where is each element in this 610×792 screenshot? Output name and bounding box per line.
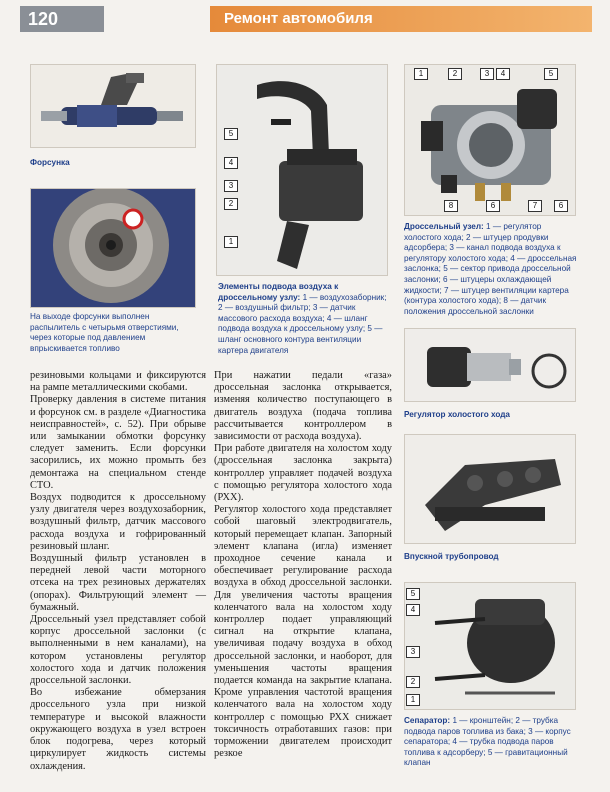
air-supply-photo <box>216 64 388 276</box>
throttle-callout-5: 5 <box>544 68 558 80</box>
text-column-2 <box>214 370 392 761</box>
throttle-callout-7: 7 <box>528 200 542 212</box>
page-header <box>20 6 592 32</box>
separator-caption-text: 1 — кронштейн; 2 — трубка подвода паров топлива из бака; 3 — корпус сепаратора; 4 — трубка подвода паров топлива к адсорберу; 5 — гравитационный клапан <box>404 716 571 768</box>
separator-caption-title: Сепаратор: <box>404 716 451 725</box>
throttle-callout-6b: 6 <box>554 200 568 212</box>
separator-callout-1: 1 <box>406 694 420 706</box>
col1-paragraph: Воздух подводится к дроссельному узлу двигателя через воздухозаборник, воздушный фильтр, датчик массового расхода воздуха и гофрированный резиновый шланг. <box>30 492 206 552</box>
section-title: Ремонт автомобиля <box>210 6 592 32</box>
col2-paragraph: Регулятор холостого хода представляет собой шаговый электродвигатель, который перемещает клапан. Запорный элемент клапана (игла) изменяет проходное сечение канала и обеспечивает регулирование расхода воздуха в обход дроссельной заслонки. Для увеличения частоты вращения коленчатого вала на холостом ходу контроллер подает управляющий сигнал на открытие клапана, увеличивая подачу воздуха в обход дроссельной заслонки, и наоборот, для уменьшения частоты вращения подается команда на закрытие клапана. Кроме управления частотой вращения коленчатого вала на холостом ходу контроллер с помощью РХХ снижает токсичность отработавших газов: при торможении двигателем происходит резкое <box>214 504 392 760</box>
air-supply-caption <box>218 282 390 356</box>
throttle-photo <box>404 64 576 216</box>
intake-caption: Впускной трубопровод <box>404 552 499 561</box>
air-supply-caption-title: Элементы подвода воздуха к дроссельному узлу: <box>218 282 339 302</box>
separator-callout-2: 2 <box>406 676 420 688</box>
col2-paragraph: При нажатии педали «газа» дроссельная заслонка открывается, изменяя количество поступающего в двигатель воздуха (подача топлива рассчитывается контроллером в зависимости от расхода воздуха). <box>214 370 392 443</box>
col1-paragraph: Воздушный фильтр установлен в передней левой части моторного отсека на трех резиновых держателях (опорах). Фильтрующий элемент — бумажный. <box>30 553 206 613</box>
injector-tip-photo <box>30 188 196 308</box>
air-callout-4: 4 <box>224 157 238 169</box>
throttle-callout-2: 2 <box>448 68 462 80</box>
throttle-caption-title: Дроссельный узел: <box>404 222 484 231</box>
injector-tip-caption: На выходе форсунки выполнен распылитель с четырьмя отверстиями, через которые под давлением впрыскивается топливо <box>30 312 179 353</box>
separator-callout-5: 5 <box>406 588 420 600</box>
throttle-caption-text: 1 — регулятор холостого хода; 2 — штуцер продувки адсорбера; 3 — канал подвода воздуха к регулятору холостого хода; 4 — дроссельная заслонка; 5 — сектор привода дроссельной заслонки; 6 — штуцеры охлаждающей жидкости; 7 — штуцер вентиляции картера (контура холостого хода); 8 — датчик положения дроссельной заслонки <box>404 222 577 316</box>
idle-regulator-photo <box>404 328 576 402</box>
separator-caption <box>404 716 578 769</box>
col1-paragraph: резиновыми кольцами и фиксируются на рампе металлическими скобами. <box>30 370 206 394</box>
throttle-callout-8: 8 <box>444 200 458 212</box>
air-callout-3: 3 <box>224 180 238 192</box>
throttle-callout-3: 3 <box>480 68 494 80</box>
idle-regulator-caption: Регулятор холостого хода <box>404 410 510 419</box>
injector-caption: Форсунка <box>30 158 70 167</box>
injector-photo <box>30 64 196 148</box>
throttle-callout-6a: 6 <box>486 200 500 212</box>
throttle-callout-4: 4 <box>496 68 510 80</box>
air-callout-1: 1 <box>224 236 238 248</box>
col2-paragraph: При работе двигателя на холостом ходу (дроссельная заслонка закрыта) контроллер управляет подачей воздуха с помощью регулятора холостого хода (РХХ). <box>214 443 392 504</box>
page-number: 120 <box>20 6 104 32</box>
intake-photo <box>404 434 576 544</box>
air-callout-2: 2 <box>224 198 238 210</box>
separator-callout-3: 3 <box>406 646 420 658</box>
throttle-callout-1: 1 <box>414 68 428 80</box>
col1-paragraph: Дроссельный узел представляет собой корпус дроссельной заслонки (с выполненными в нем каналами), на котором установлены регулятор холостого хода и датчик положения дроссельной заслонки. <box>30 614 206 687</box>
throttle-caption <box>404 222 578 317</box>
text-column-1 <box>30 370 206 773</box>
col1-paragraph: Во избежание обмерзания дроссельного узла при низкой температуре и высокой влажности окружающего воздуха в узел встроен блок подогрева, через который циркулирует жидкость системы охлаждения. <box>30 687 206 772</box>
separator-photo <box>404 582 576 710</box>
col1-paragraph: Проверку давления в системе питания и форсунок см. в разделе «Диагностика неисправностей», с. 52). При обрыве или замыкании обмотки форсунку следует заменить. Если форсунки засорились, их можно промыть без демонтажа на специальном стенде СТО. <box>30 394 206 491</box>
air-supply-caption-text: 1 — воздухозаборник; 2 — воздушный фильтр; 3 — датчик массового расхода воздуха; 4 — шланг подвода воздуха к дроссельному узлу; 5 — шланг основного контура вентиляции картера двигателя <box>218 292 387 355</box>
separator-callout-4: 4 <box>406 604 420 616</box>
air-callout-5: 5 <box>224 128 238 140</box>
